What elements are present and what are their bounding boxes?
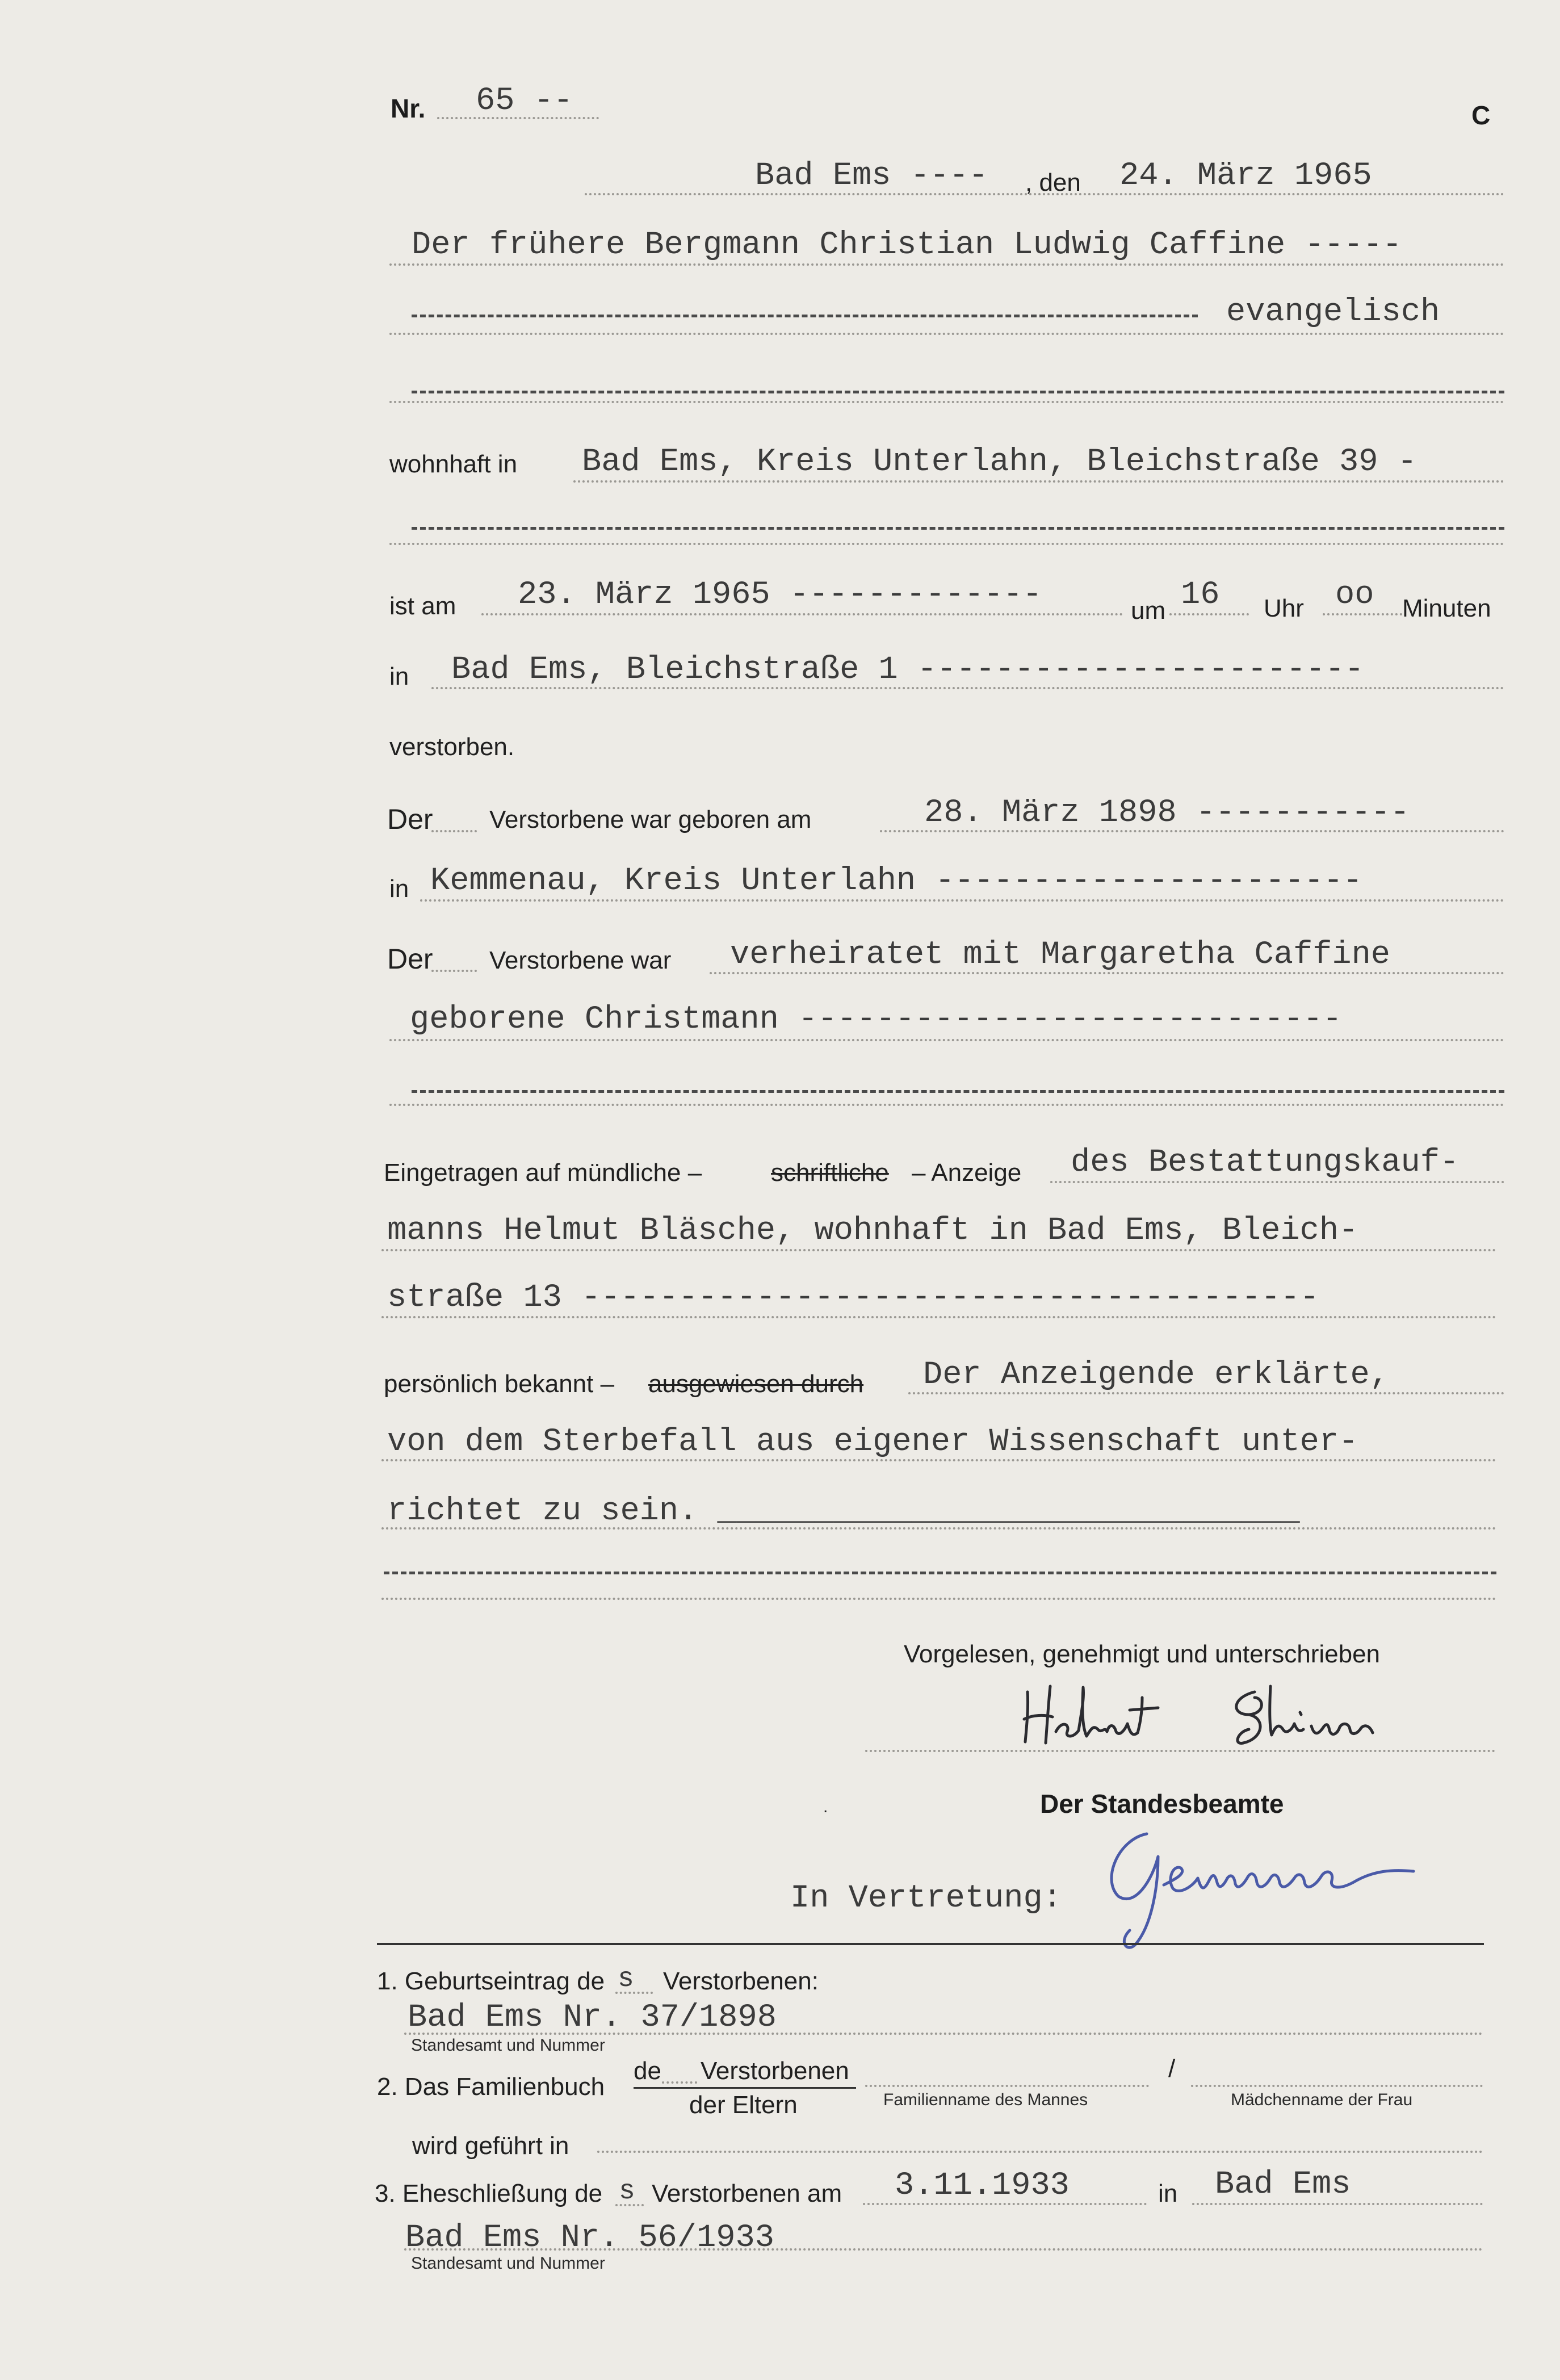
report-line-4: Der Anzeigende erklärte, bbox=[923, 1357, 1389, 1393]
bekannt-label: persönlich bekannt – bbox=[384, 1370, 615, 1398]
dotted-line bbox=[381, 1249, 1496, 1251]
dotted-line bbox=[615, 2204, 644, 2206]
dotted-line bbox=[431, 687, 1504, 689]
in-label: in bbox=[389, 875, 409, 903]
item3-label: 3. Eheschließung de bbox=[375, 2180, 603, 2207]
official-signature bbox=[1096, 1817, 1448, 1953]
verstorbene-war-label: Verstorbene war bbox=[489, 946, 672, 974]
marriage-place: Bad Ems bbox=[1215, 2167, 1351, 2203]
dotted-line bbox=[431, 830, 477, 832]
dash-fill bbox=[412, 391, 1504, 393]
item2-verstorbenen: Verstorbenen bbox=[701, 2057, 849, 2085]
standesbeamte-label: Der Standesbeamte bbox=[1040, 1789, 1284, 1818]
maedchenname-caption: Mädchenname der Frau bbox=[1231, 2090, 1413, 2109]
item2-label: 2. Das Familienbuch bbox=[377, 2073, 605, 2101]
nr-dotted-line bbox=[437, 117, 599, 119]
minuten-label: Minuten bbox=[1402, 594, 1491, 622]
um-label: um bbox=[1131, 597, 1166, 625]
report-line-6: richtet zu sein. ______________________________ bbox=[387, 1493, 1300, 1530]
record-date: 24. März 1965 bbox=[1119, 158, 1372, 194]
residence: Bad Ems, Kreis Unterlahn, Bleichstraße 39 - bbox=[582, 444, 1417, 480]
dotted-line bbox=[863, 2203, 1147, 2205]
dotted-line bbox=[389, 333, 1504, 335]
der-label: Der bbox=[387, 803, 433, 835]
dotted-line bbox=[710, 972, 1504, 974]
dotted-line bbox=[381, 1527, 1496, 1530]
dotted-line bbox=[420, 899, 1504, 902]
item1-typed-s: s bbox=[618, 1964, 634, 1994]
dotted-line bbox=[404, 2248, 1483, 2251]
religion: evangelisch bbox=[1226, 294, 1440, 330]
place-of-record: Bad Ems ---- bbox=[755, 158, 988, 194]
dotted-line bbox=[1169, 613, 1249, 615]
nr-label: Nr. bbox=[391, 94, 426, 123]
fraction-line bbox=[634, 2087, 856, 2089]
death-place: Bad Ems, Bleichstraße 1 ----------------------- bbox=[451, 652, 1364, 688]
dotted-line bbox=[880, 830, 1504, 832]
corner-letter: C bbox=[1471, 100, 1491, 130]
report-line-1: des Bestattungskauf- bbox=[1071, 1145, 1460, 1181]
item3-in: in bbox=[1158, 2180, 1178, 2207]
death-minutes: oo bbox=[1335, 577, 1374, 613]
uhr-label: Uhr bbox=[1264, 594, 1304, 622]
dotted-line bbox=[381, 1316, 1496, 1318]
in-label: in bbox=[389, 663, 409, 690]
dotted-line bbox=[662, 2081, 697, 2084]
dotted-line bbox=[615, 1992, 653, 1994]
ausgewiesen-struck: ausgewiesen durch bbox=[648, 1370, 864, 1398]
anzeige-label: – Anzeige bbox=[912, 1159, 1022, 1187]
ist-am-label: ist am bbox=[389, 592, 456, 620]
death-hour: 16 bbox=[1181, 577, 1220, 613]
dotted-line bbox=[389, 1104, 1504, 1106]
dotted-line bbox=[1191, 2085, 1483, 2087]
eingetragen-label: Eingetragen auf mündliche – bbox=[384, 1159, 702, 1187]
dotted-line bbox=[865, 2085, 1149, 2087]
section-divider bbox=[377, 1943, 1484, 1945]
vorgelesen-label: Vorgelesen, genehmigt und unterschrieben bbox=[904, 1640, 1381, 1668]
dotted-line bbox=[1192, 2203, 1483, 2205]
schriftliche-struck: schriftliche bbox=[771, 1159, 889, 1187]
birth-place: Kemmenau, Kreis Unterlahn ---------------------- bbox=[430, 863, 1362, 899]
dash-fill bbox=[412, 1090, 1504, 1093]
marriage-record: Bad Ems Nr. 56/1933 bbox=[405, 2220, 774, 2256]
dash-fill bbox=[412, 527, 1504, 530]
spouse-maiden-name: geborene Christmann ---------------------------- bbox=[410, 1002, 1342, 1038]
marriage-date: 3.11.1933 bbox=[895, 2168, 1070, 2204]
familienname-caption: Familienname des Mannes bbox=[883, 2090, 1088, 2109]
report-line-5: von dem Sterbefall aus eigener Wissenschaft unter- bbox=[387, 1424, 1358, 1460]
dotted-line bbox=[481, 613, 1123, 615]
item2-eltern: der Eltern bbox=[689, 2091, 798, 2119]
dotted-line bbox=[381, 1459, 1496, 1461]
dash-fill bbox=[412, 315, 1198, 317]
der-label: Der bbox=[387, 943, 433, 975]
death-date: 23. März 1965 ------------- bbox=[518, 577, 1042, 613]
dotted-line bbox=[389, 263, 1504, 266]
deceased-name-line: Der frühere Bergmann Christian Ludwig Caffine ----- bbox=[412, 227, 1402, 263]
standesamt-caption: Standesamt und Nummer bbox=[411, 2254, 605, 2273]
residence-label: wohnhaft in bbox=[389, 450, 518, 478]
marital-status: verheiratet mit Margaretha Caffine bbox=[730, 937, 1390, 973]
slash: / bbox=[1168, 2055, 1176, 2082]
item1-suffix: Verstorbenen: bbox=[663, 1967, 819, 1995]
birth-date: 28. März 1898 ----------- bbox=[924, 795, 1410, 831]
signature-dotted-line bbox=[865, 1750, 1495, 1752]
dotted-line bbox=[573, 480, 1504, 483]
item3-verstorbenen: Verstorbenen am bbox=[652, 2180, 842, 2207]
separator-dot: . bbox=[823, 1797, 828, 1816]
dash-fill bbox=[384, 1572, 1496, 1574]
verstorben-label: verstorben. bbox=[389, 733, 515, 761]
informant-signature bbox=[1016, 1675, 1448, 1754]
vertretung-label: In Vertretung: bbox=[790, 1880, 1062, 1917]
item3-typed-s: s bbox=[619, 2176, 635, 2207]
date-dotted-line bbox=[585, 193, 1504, 195]
dotted-line bbox=[389, 1039, 1504, 1041]
dotted-line bbox=[404, 2033, 1483, 2035]
report-line-2: manns Helmut Bläsche, wohnhaft in Bad Ems, Bleich- bbox=[387, 1213, 1358, 1249]
standesamt-caption: Standesamt und Nummer bbox=[411, 2036, 605, 2055]
geboren-label: Verstorbene war geboren am bbox=[489, 806, 812, 833]
wird-gefuehrt-label: wird geführt in bbox=[412, 2132, 569, 2160]
dotted-line bbox=[381, 1598, 1496, 1600]
report-line-3: straße 13 -------------------------------------- bbox=[387, 1280, 1319, 1316]
dotted-line bbox=[1323, 613, 1402, 615]
item2-de: de bbox=[634, 2057, 661, 2085]
dotted-line bbox=[597, 2151, 1483, 2153]
item1-label: 1. Geburtseintrag de bbox=[377, 1967, 605, 1995]
dotted-line bbox=[389, 401, 1504, 403]
item1-birth-record: Bad Ems Nr. 37/1898 bbox=[408, 2000, 777, 2036]
dotted-line bbox=[389, 543, 1504, 545]
nr-value: 65 -- bbox=[476, 83, 573, 119]
den-label: , den bbox=[1025, 169, 1081, 196]
dotted-line bbox=[908, 1392, 1504, 1394]
dotted-line bbox=[1050, 1181, 1504, 1183]
dotted-line bbox=[431, 970, 477, 972]
